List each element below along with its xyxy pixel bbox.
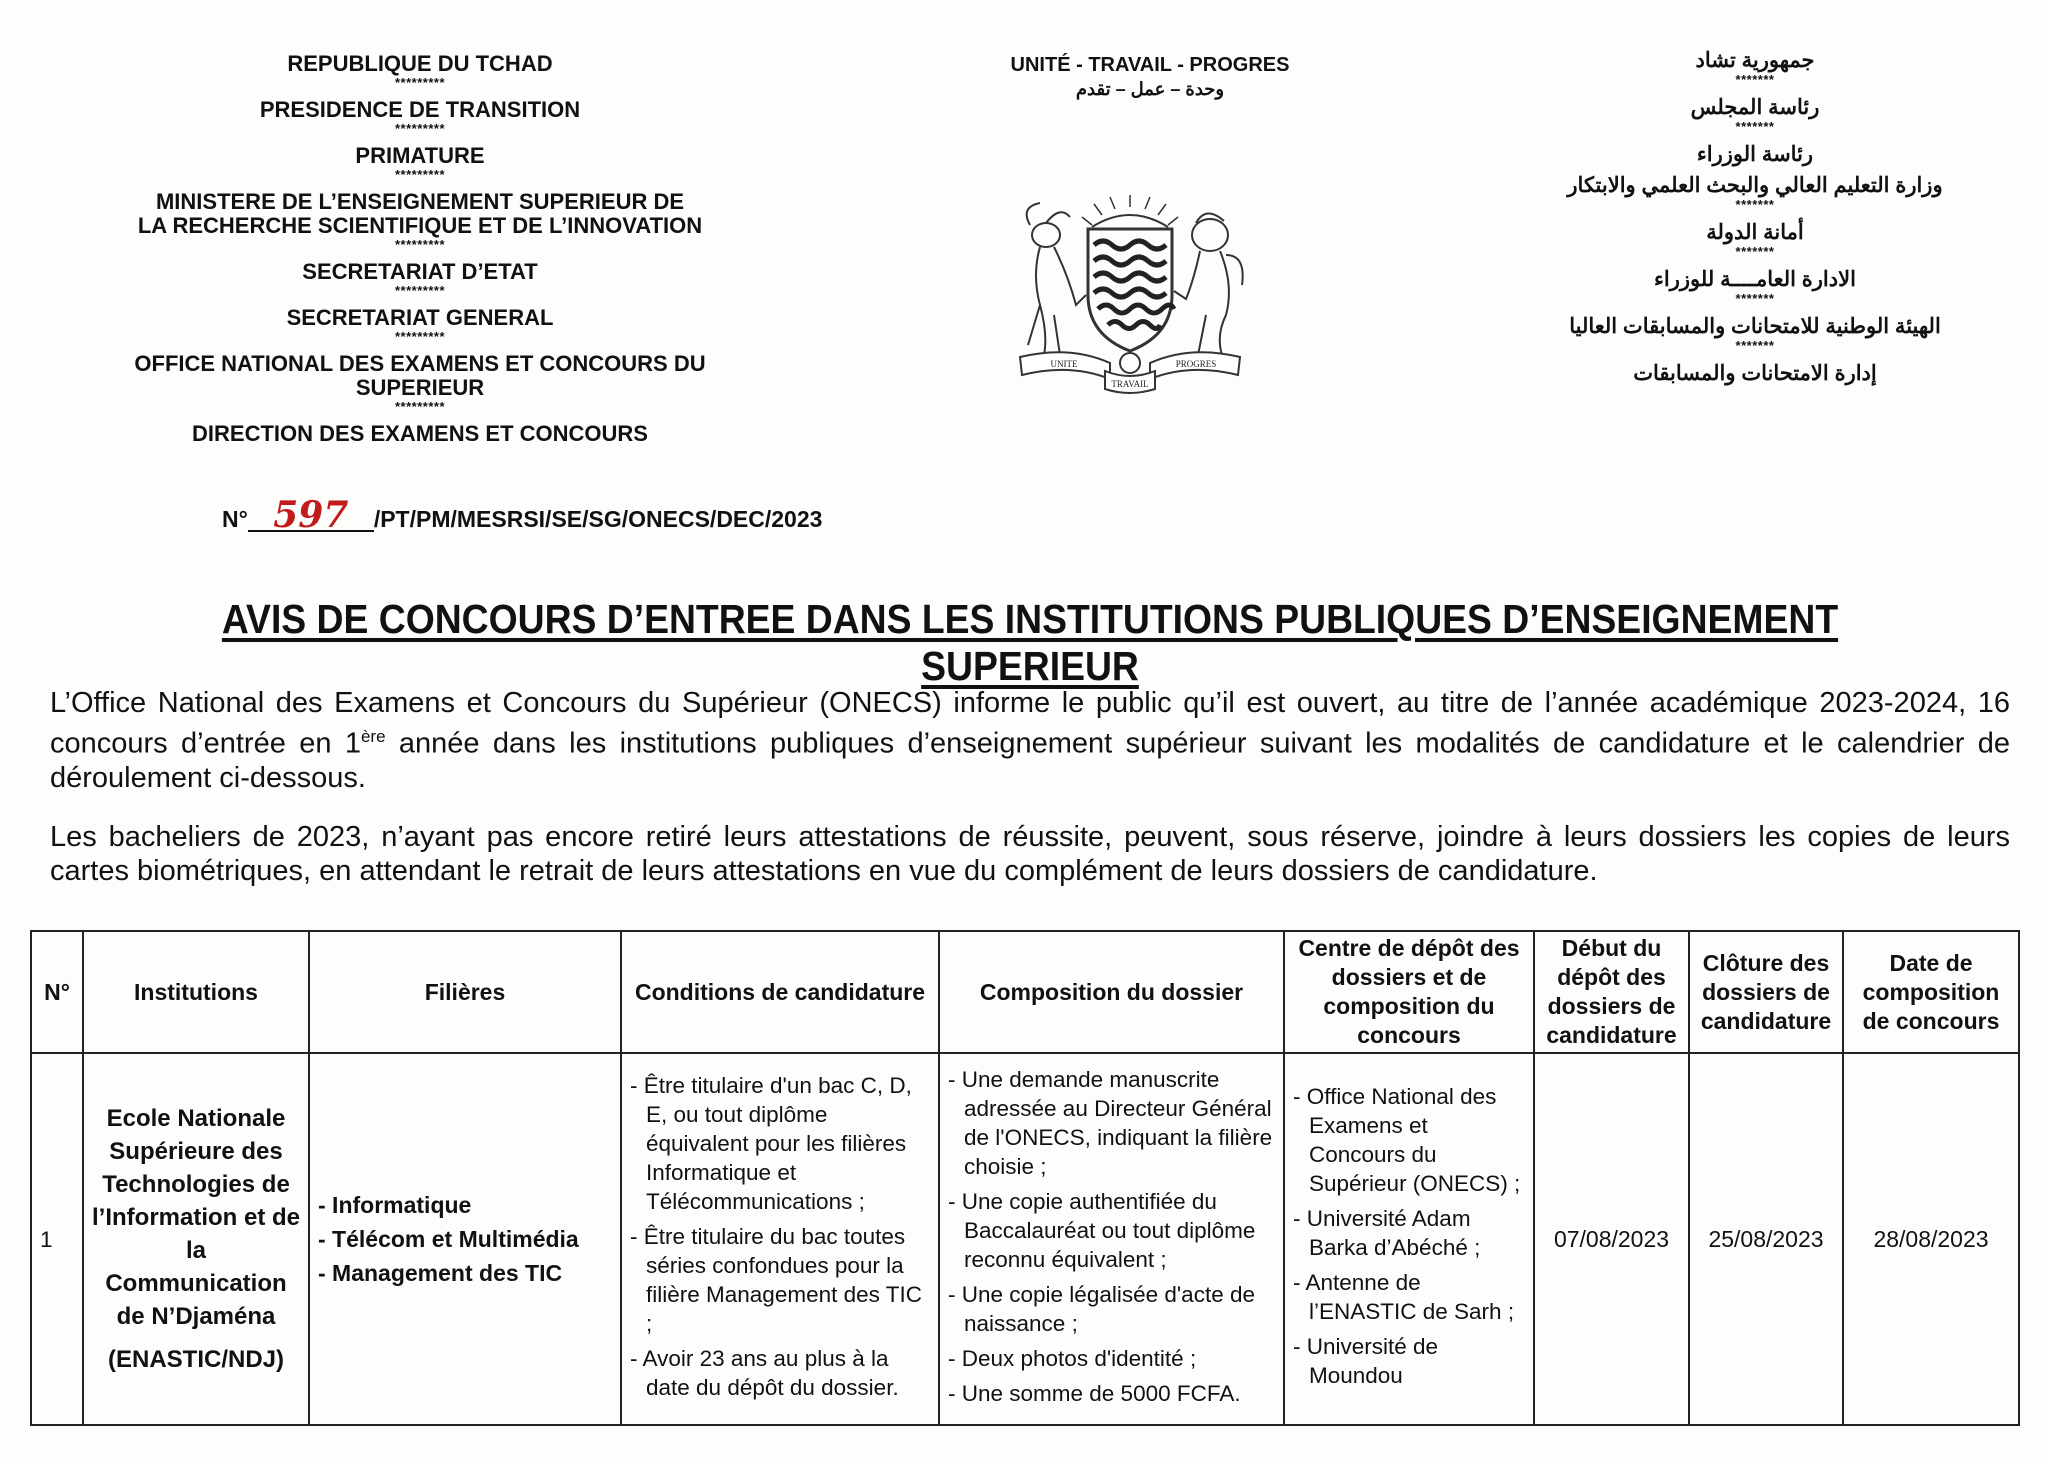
stars-separator: ********* [394,283,446,298]
stars-separator: ******* [1735,338,1775,353]
motto-arabic: وحدة – عمل – تقدم [1075,79,1225,99]
header-centre: Centre de dépôt des dossiers et de composition du concours [1284,931,1534,1053]
header-left-line: REPUBLIQUE DU TCHAD [287,51,553,76]
intro-superscript: ère [360,727,386,746]
header-cloture: Clôture des dossiers de candidature [1689,931,1843,1053]
header-right [1530,48,1980,386]
stars-separator: ********* [394,121,446,136]
coat-of-arms-icon [1010,195,1250,395]
header-right-line: رئاسة المجلس [1690,96,1820,119]
header-left-line: LA RECHERCHE SCIENTIFIQUE ET DE L’INNOVATION [137,213,703,238]
condition-item: - Être titulaire d'un bac C, D, E, ou tout diplôme équivalent pour les filières Informatique et Télécommunications ; [630,1072,912,1214]
header-right-line: وزارة التعليم العالي والبحث العلمي والابتكار [1567,174,1943,197]
header-num: N° [31,931,83,1053]
ribbon-right-text: PROGRES [1175,359,1217,369]
reference-handwritten-number: 597 [248,500,374,532]
stars-separator: ********* [394,329,446,344]
page-title: AVIS DE CONCOURS D’ENTREE DANS LES INSTITUTIONS PUBLIQUES D’ENSEIGNEMENT SUPERIEUR [221,596,1839,689]
stars-separator: ******* [1735,119,1775,134]
reference-number [222,494,823,536]
filiere-item: - Télécom et Multimédia [318,1225,579,1252]
note-paragraph: Les bacheliers de 2023, n’ayant pas encore retiré leurs attestations de réussite, peuvent, sous réserve, joindre à leurs dossiers les copies de leurs cartes biométriques, en attendant le retrait de leurs attestations en vue du complément de leurs dossiers de candidature. [50,821,2010,887]
header-right-line: رئاسة الوزراء [1696,143,1814,166]
stars-separator: ******* [1735,197,1775,212]
composition-item: - Une copie légalisée d'acte de naissance ; [948,1281,1255,1336]
condition-item: - Avoir 23 ans au plus à la date du dépôt du dossier. [630,1345,899,1400]
centre-item: - Antenne de l’ENASTIC de Sarh ; [1293,1270,1515,1324]
stars-separator: ********* [394,167,446,182]
centres-cell [1284,1053,1534,1425]
motto-french: UNITÉ - TRAVAIL - PROGRES [1010,54,1290,76]
institution-cell [83,1053,309,1425]
header-right-line: الهيئة الوطنية للامتحانات والمسابقات العاليا [1569,315,1941,338]
composition-item: - Deux photos d'identité ; [948,1345,1197,1371]
header-debut: Début du dépôt des dossiers de candidature [1534,931,1689,1053]
composition-date: 28/08/2023 [1843,1053,2019,1425]
filiere-item: - Informatique [318,1191,472,1218]
composition-item: - Une copie authentifiée du Baccalauréat ou tout diplôme reconnu équivalent ; [948,1188,1256,1272]
header-composition: Composition du dossier [939,931,1284,1053]
centre-item: - Université de Moundou [1293,1334,1439,1388]
institution-name: Ecole Nationale Supérieure des Technologies de l’Information et de la Communication de N’Djaména [92,1105,301,1330]
stars-separator: ********* [394,237,446,252]
stars-separator: ******* [1735,291,1775,306]
cloture-date: 25/08/2023 [1689,1053,1843,1425]
row-number: 1 [31,1053,83,1425]
stars-separator: ********* [394,399,446,414]
header-left-line: DIRECTION DES EXAMENS ET CONCOURS [192,421,648,446]
header-right-line: الادارة العامــــة للوزراء [1654,268,1856,291]
table-header-row [31,931,2019,1053]
stars-separator: ******* [1735,72,1775,87]
national-motto [1000,54,1300,100]
composition-item: - Une demande manuscrite adressée au Directeur Général de l'ONECS, indiquant la filière choisie ; [948,1066,1273,1179]
concours-table [30,930,2020,1426]
intro-paragraph [50,686,2010,795]
ribbon-center-text: TRAVAIL [1111,379,1149,389]
header-left-line: MINISTERE DE L’ENSEIGNEMENT SUPERIEUR DE [155,189,685,214]
debut-date: 07/08/2023 [1534,1053,1689,1425]
stars-separator: ******* [1735,244,1775,259]
centre-item: - Office National des Examens et Concours du Supérieur (ONECS) ; [1293,1084,1521,1196]
centre-item: - Université Adam Barka d’Abéché ; [1293,1206,1481,1260]
composition-cell [939,1053,1284,1425]
intro-text-end: année dans les institutions publiques d’enseignement supérieur suivant les modalités de candidature et le calendrier de déroulement ci-dessous. [50,727,2011,794]
header-left [80,52,760,446]
institution-acronym: (ENASTIC/NDJ) [107,1346,284,1373]
header-left-line: PRESIDENCE DE TRANSITION [259,97,581,122]
table-row [31,1053,2019,1425]
condition-item: - Être titulaire du bac toutes séries confondues pour la filière Management des TIC ; [630,1223,922,1336]
conditions-cell [621,1053,939,1425]
header-filieres: Filières [309,931,621,1053]
header-right-line: أمانة الدولة [1706,221,1804,244]
header-institutions: Institutions [83,931,309,1053]
reference-prefix: N° [222,506,248,532]
header-left-line: PRIMATURE [355,143,485,168]
header-left-line: SECRETARIAT GENERAL [286,305,554,330]
header-left-line: SECRETARIAT D’ETAT [302,259,538,284]
reference-suffix: /PT/PM/MESRSI/SE/SG/ONECS/DEC/2023 [373,506,823,532]
header-date: Date de composition de concours [1843,931,2019,1053]
header-left-line: OFFICE NATIONAL DES EXAMENS ET CONCOURS DU SUPERIEUR [134,351,706,400]
filieres-cell [309,1053,621,1425]
header-conditions: Conditions de candidature [621,931,939,1053]
filiere-item: - Management des TIC [318,1259,563,1286]
header-right-line: إدارة الامتحانات والمسابقات [1633,362,1877,385]
stars-separator: ********* [394,75,446,90]
intro-text: L’Office National des Examens et Concours du Supérieur (ONECS) informe le public qu’il est ouvert, au titre de l’année académique 2023-2024, 16 concours d’entrée en 1 [50,687,2010,760]
ribbon-left-text: UNITE [1050,359,1078,369]
header-right-line: جمهورية تشاد [1695,49,1815,72]
composition-item: - Une somme de 5000 FCFA. [948,1380,1241,1406]
